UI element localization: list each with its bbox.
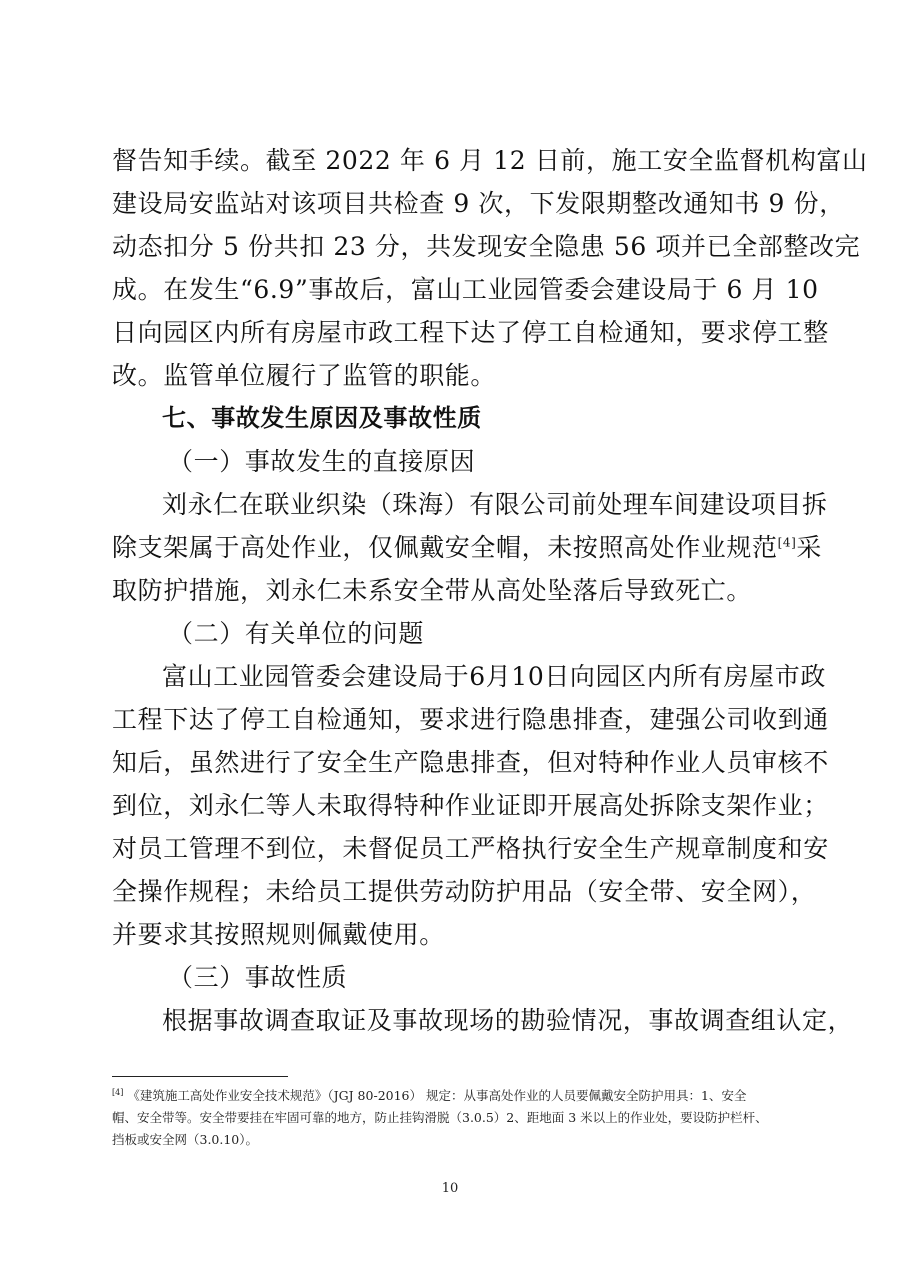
footnote-divider — [112, 1076, 288, 1077]
text-line: 动态扣分 5 份共扣 23 分，共发现安全隐患 56 项并已全部整改完 — [112, 232, 861, 261]
text-line: 到位，刘永仁等人未取得特种作业证即开展高处拆除支架作业； — [112, 791, 829, 820]
text-line: 建设局安监站对该项目共检查 9 次，下发限期整改通知书 9 份， — [112, 189, 845, 218]
text-line: 取防护措施，刘永仁未系安全带从高处坠落后导致死亡。 — [112, 576, 753, 605]
text-line: 知后，虽然进行了安全生产隐患排查，但对特种作业人员审核不 — [112, 748, 829, 777]
footnote-line: 挡板或安全网（3.0.10）。 — [112, 1132, 259, 1147]
text-fragment: 除支架属于高处作业，仅佩戴安全帽，未按照高处作业规范 — [112, 533, 778, 562]
text-line: 工程下达了停工自检通知，要求进行隐患排查，建强公司收到通 — [112, 705, 829, 734]
paragraph-supervision — [112, 139, 868, 397]
text-line: 并要求其按照规则佩戴使用。 — [112, 920, 445, 949]
text-line: 日向园区内所有房屋市政工程下达了停工自检通知，要求停工整 — [112, 318, 829, 347]
paragraph-units-problems — [112, 655, 829, 956]
text-line: 根据事故调查取证及事故现场的勘验情况，事故调查组认定， — [162, 1006, 854, 1035]
text-line: 刘永仁在联业织染（珠海）有限公司前处理车间建设项目拆 — [162, 490, 828, 519]
paragraph-direct-cause — [112, 483, 828, 612]
subheading-direct-cause: （一）事故发生的直接原因 — [168, 447, 476, 476]
subheading-accident-nature: （三）事故性质 — [168, 963, 348, 992]
footnote-line: 帽、安全带等。安全带要挂在牢固可靠的地方，防止挂钩滑脱（3.0.5）2、距地面 3 米以上的作业处，要设防护栏杆、 — [112, 1110, 768, 1125]
body-text — [112, 139, 868, 1042]
section-heading: 七、事故发生原因及事故性质 — [162, 404, 482, 432]
text-line: 督告知手续。截至 2022 年 6 月 12 日前，施工安全监督机构富山 — [112, 146, 868, 175]
footnote-text: 《建筑施工高处作业安全技术规范》（JGJ 80-2016） 规定：从事高处作业的人员要佩戴安全防护用具：1、安全 — [127, 1088, 747, 1103]
subheading-units-problems: （二）有关单位的问题 — [168, 619, 425, 648]
text-line: 改。监管单位履行了监管的职能。 — [112, 361, 497, 390]
page-number: 10 — [441, 1181, 459, 1196]
text-fragment: 采 — [796, 533, 823, 562]
paragraph-accident-nature — [112, 999, 854, 1042]
footnote — [112, 1085, 802, 1151]
footnote-line — [112, 1085, 802, 1107]
footnote-marker: [4] — [112, 1087, 124, 1097]
text-line: 全操作规程；未给员工提供劳动防护用品（安全带、安全网）， — [112, 877, 817, 906]
footnote-reference[interactable]: [4] — [777, 535, 797, 550]
text-line: 成。在发生“6.9”事故后，富山工业园管委会建设局于 6 月 10 — [112, 275, 819, 304]
text-line-with-footnote — [112, 526, 823, 569]
text-line: 对员工管理不到位，未督促员工严格执行安全生产规章制度和安 — [112, 834, 829, 863]
text-line: 富山工业园管委会建设局于6月10日向园区内所有房屋市政 — [162, 662, 826, 691]
